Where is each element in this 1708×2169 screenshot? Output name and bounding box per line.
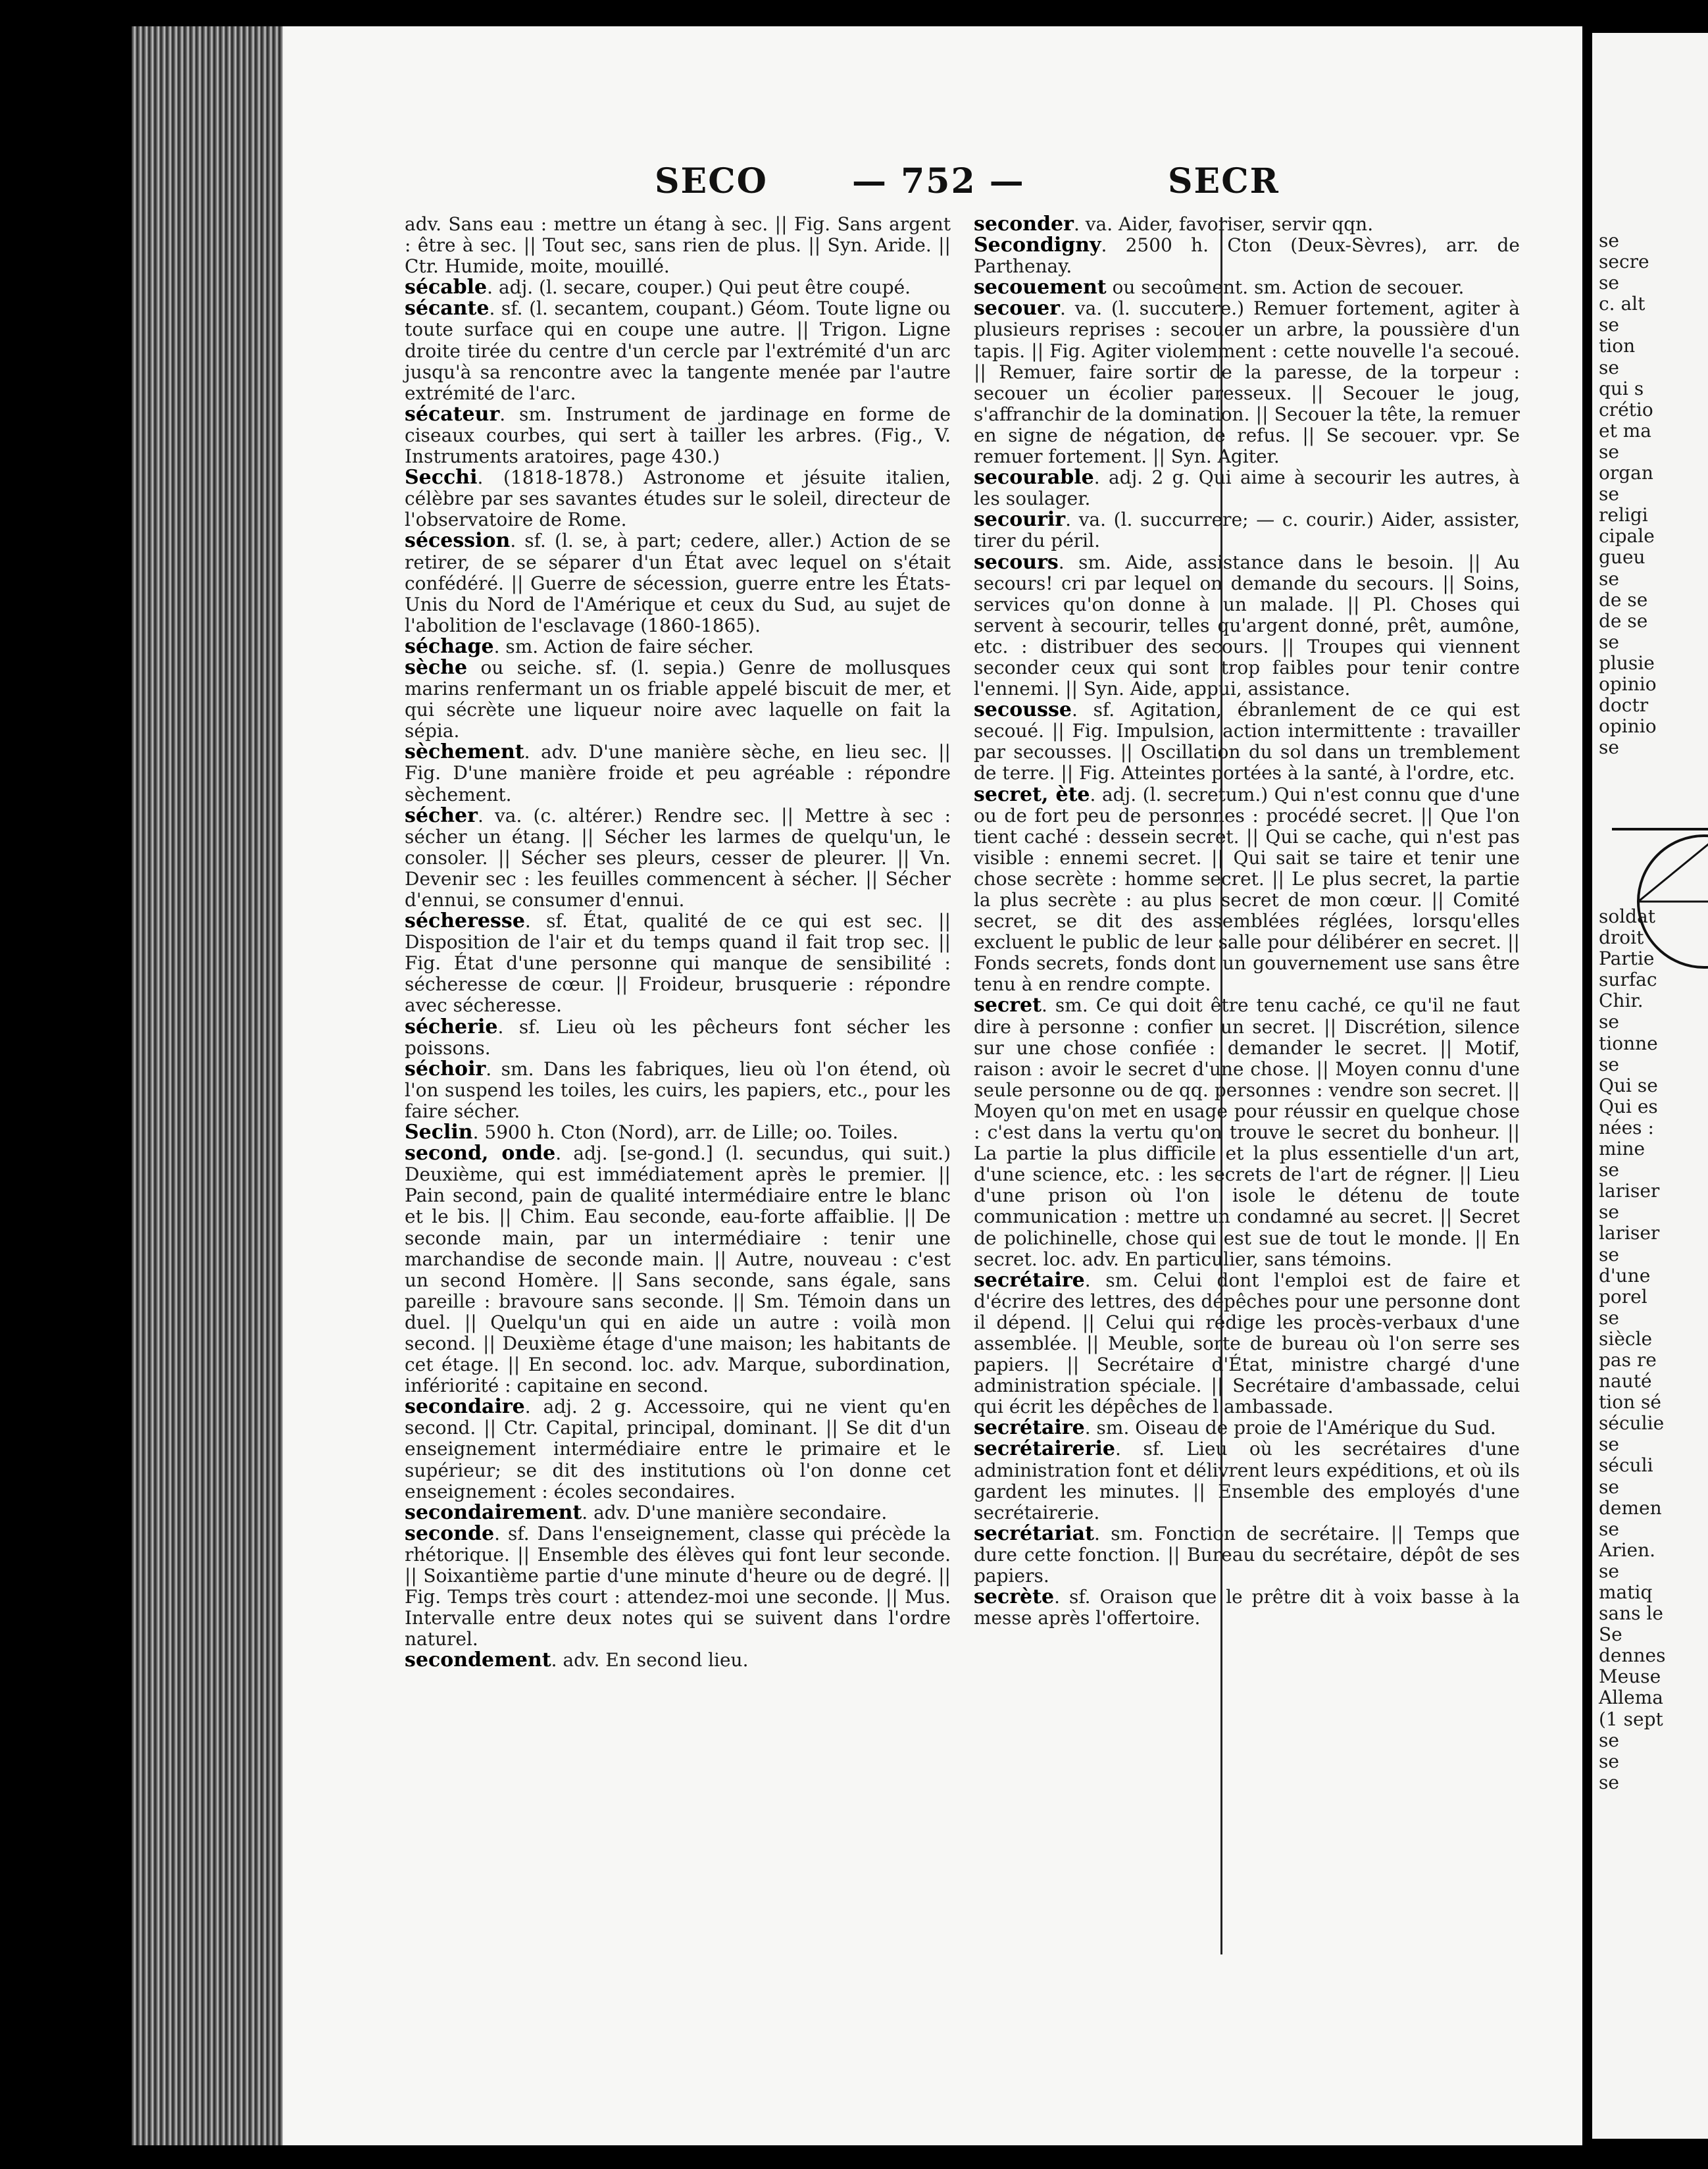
dictionary-entry bbox=[974, 1439, 1520, 1523]
entry-definition: . sm. Instrument de jardinage en forme de ciseaux courbes, qui sert à tailler les arbres. (Fig., V. Instruments aratoires, page 430.) bbox=[405, 403, 951, 468]
facing-page-fragment: se bbox=[1599, 567, 1619, 590]
facing-page-fragment: se bbox=[1599, 1475, 1619, 1498]
facing-page-fragment: lariser bbox=[1599, 1222, 1660, 1244]
left-running-head: SECO bbox=[655, 161, 768, 201]
entry-definition: . sm. Oiseau de proie de l'Amérique du Sud. bbox=[1084, 1417, 1496, 1439]
entry-headword: sécheresse bbox=[405, 909, 525, 933]
entry-definition: . 5900 h. Cton (Nord), arr. de Lille; oo. Toiles. bbox=[472, 1121, 899, 1144]
entry-definition: . adj. 2 g. Accessoire, qui ne vient qu'en second. || Ctr. Capital, principal, dominant. || Se dit d'un enseignement intermédiaire entre le primaire et le supérieur; se dit des institutions où l'on donne cet enseignement : écoles secondaires. bbox=[405, 1396, 951, 1502]
entry-definition: . adv. D'une manière secondaire. bbox=[582, 1501, 888, 1523]
dictionary-entry bbox=[405, 214, 951, 277]
entry-headword: Secchi bbox=[405, 466, 478, 490]
facing-page-fragment: se bbox=[1599, 1243, 1619, 1265]
entry-headword: secrétaire bbox=[974, 1416, 1085, 1440]
page-number: — 752 — bbox=[852, 161, 1025, 201]
facing-page-fragment: surfac bbox=[1599, 969, 1657, 991]
entry-headword: sécherie bbox=[405, 1015, 498, 1038]
facing-page-fragment: se bbox=[1599, 1771, 1619, 1793]
entry-headword: secrète bbox=[974, 1585, 1055, 1609]
facing-page-fragment: d'une bbox=[1599, 1264, 1651, 1287]
facing-page-fragment: se bbox=[1599, 1011, 1619, 1033]
facing-page-fragment bbox=[1599, 758, 1708, 779]
dictionary-entry bbox=[405, 1017, 951, 1059]
facing-page-edge bbox=[1592, 33, 1708, 2139]
facing-page-fragment: se bbox=[1599, 1518, 1619, 1540]
entry-definition: . sm. Fonction de secrétaire. || Temps que dure cette fonction. || Bureau du secrétaire, dépôt de ses papiers. bbox=[974, 1522, 1520, 1587]
entry-definition: . adj. 2 g. Qui aime à secourir les autres, à les soulager. bbox=[974, 467, 1520, 510]
facing-page-fragment: mine bbox=[1599, 1138, 1645, 1160]
entry-definition: . sf. (l. secantem, coupant.) Géom. Toute ligne ou toute surface qui en coupe une autre. || Trigon. Ligne droite tirée du centre d'un cercle par l'extrémité d'un arc jusqu'à sa rencontre avec la tangente menée par l'autre extrémité de l'arc. bbox=[405, 297, 951, 404]
facing-page-fragment: se bbox=[1599, 1750, 1619, 1772]
facing-page-text bbox=[1599, 230, 1708, 1793]
entry-headword: secourable bbox=[974, 466, 1094, 490]
entry-headword: secrétariat bbox=[974, 1521, 1094, 1545]
facing-page-fragment: nées : bbox=[1599, 1116, 1654, 1138]
dictionary-entry bbox=[405, 530, 951, 636]
entry-definition: . sm. Ce qui doit être tenu caché, ce qu'il ne faut dire à personne : confier un secret. || Discrétion, silence sur une chose confiée : demander le secret. || Motif, raison : avoir le secret d'une chose. || Moyen connu d'une seule personne ou de qq. personnes : vendre son secret. || Moyen qu'on met en usage pour réussir en quelque chose : c'est dans la vertu qu'on trouve le secret du bonheur. || La partie la plus difficile et la plus essentielle d'un art, d'une science, etc. : les secrets de l'art de régner. || Lieu d'une prison où l'on isole le détenu de toute communication : mettre un condamné au secret. || Secret de polichinelle, chose qui est sue de tout le monde. || En secret. loc. adv. En particulier, sans témoins. bbox=[974, 994, 1520, 1270]
facing-page-fragment: se bbox=[1599, 230, 1619, 251]
facing-page-fragment: demen bbox=[1599, 1496, 1662, 1519]
dictionary-entry bbox=[405, 1059, 951, 1122]
facing-page-fragment: matiq bbox=[1599, 1581, 1653, 1603]
facing-page-fragment: Qui se bbox=[1599, 1074, 1658, 1096]
entry-definition: . sm. Action de faire sécher. bbox=[493, 635, 754, 657]
entry-headword: secourir bbox=[974, 508, 1066, 532]
entry-definition: . va. Aider, favoriser, servir qqn. bbox=[1073, 213, 1374, 235]
entry-headword: secrétairerie bbox=[974, 1437, 1116, 1461]
dictionary-entry bbox=[974, 214, 1520, 235]
dictionary-entry bbox=[405, 277, 951, 298]
facing-page-fragment: séculi bbox=[1599, 1454, 1653, 1477]
entry-definition: . adj. (l. secretum.) Qui n'est connu que d'une ou de fort peu de personnes : procédé secret. || Que l'on tient caché : dessein secret. || Qui se cache, qui n'est pas visible : ennemi secret. || Qui sait se taire et tenir une chose secrète : homme secret. || Le plus secret, la partie la plus secrète : au plus secret de mon cœur. || Comité secret, se dit des assemblées réglées, lorsqu'elles excluent le public de leur salle pour délibérer en secret. || Fonds secrets, fonds dont un gouvernement use sans être tenu à en rendre compte. bbox=[974, 783, 1520, 996]
entry-headword: secours bbox=[974, 550, 1059, 574]
facing-page-fragment: se bbox=[1599, 1201, 1619, 1223]
dictionary-entry bbox=[405, 911, 951, 1016]
entry-definition: . 2500 h. Cton (Deux-Sèvres), arr. de Parthenay. bbox=[974, 234, 1520, 278]
facing-page-fragment: se bbox=[1599, 356, 1619, 378]
entry-definition: . va. (l. succutere.) Remuer fortement, agiter à plusieurs reprises : secouer un arbre, la poussière d'un tapis. || Fig. Agiter violemment : cette nouvelle l'a secoué. || Remuer, faire sortir de la paresse, de la torpeur : secouer un écolier paresseux. || Secouer le joug, s'affranchir de la domination. || Secouer la tête, la remuer en signe de négation, de refus. || Se secouer. vpr. Se remuer fortement. || Syn. Agiter. bbox=[974, 297, 1520, 468]
facing-page-fragment: cipale bbox=[1599, 525, 1655, 548]
entry-headword: Secondigny bbox=[974, 234, 1101, 257]
entry-headword: secouer bbox=[974, 297, 1060, 320]
facing-page-fragment: se bbox=[1599, 630, 1619, 653]
entry-definition: . adj. (l. secare, couper.) Qui peut être coupé. bbox=[487, 276, 911, 299]
facing-page-fragment: Partie bbox=[1599, 948, 1655, 970]
entry-definition: . sm. Celui dont l'emploi est de faire et d'écrire des lettres, des dépêches pour une personne dont il dépend. || Celui qui rédige les procès-verbaux d'une assemblée. || Meuble, sorte de bureau où l'on serre ses papiers. || Secrétaire d'État, ministre chargé d'une administration spéciale. || Secrétaire d'ambassade, celui qui écrit les dépêches de l'ambassade. bbox=[974, 1269, 1520, 1418]
entry-headword: séchoir bbox=[405, 1057, 486, 1081]
entry-headword: seconder bbox=[974, 213, 1074, 236]
facing-page-circle-figure bbox=[1612, 816, 1708, 1000]
dictionary-entry bbox=[405, 404, 951, 467]
facing-page-fragment: Meuse bbox=[1599, 1666, 1661, 1688]
facing-page-fragment: Arien. bbox=[1599, 1539, 1656, 1561]
facing-page-fragment: Qui es bbox=[1599, 1095, 1658, 1117]
entry-headword: secondairement bbox=[405, 1500, 582, 1524]
facing-page-fragment: droit bbox=[1599, 927, 1644, 949]
entry-definition: . sm. Aide, assistance dans le besoin. || Au secours! cri par lequel on demande du secours. || Soins, services qu'on donne à un malade. || Pl. Choses qui servent à secourir, telles qu'argent donné, prêt, aumône, etc. : distribuer des secours. || Troupes qui viennent seconder ceux qui sont trop faibles pour tenir contre l'ennemi. || Syn. Aide, appui, assistance. bbox=[974, 551, 1520, 700]
entry-definition: . sf. Lieu où les secrétaires d'une administration font et délivrent leurs expéditions, et où ils gardent les minutes. || Ensemble des employés d'une secrétairerie. bbox=[974, 1438, 1520, 1523]
facing-page-fragment: gueu bbox=[1599, 546, 1645, 569]
entry-definition: . sf. Lieu où les pêcheurs font sécher les poissons. bbox=[405, 1015, 951, 1059]
entry-headword: sécable bbox=[405, 276, 488, 299]
entry-headword: secrétaire bbox=[974, 1268, 1085, 1292]
dictionary-entry bbox=[405, 1396, 951, 1502]
book-page-edges bbox=[132, 26, 296, 2145]
entry-headword: secret, ète bbox=[974, 782, 1090, 806]
entry-definition: adv. Sans eau : mettre un étang à sec. || Fig. Sans argent : être à sec. || Tout sec, sans rien de plus. || Syn. Aride. || Ctr. Humide, moite, mouillé. bbox=[405, 213, 951, 278]
facing-page-fragment: sans le bbox=[1599, 1602, 1663, 1625]
facing-page-fragment: c. alt bbox=[1599, 293, 1645, 315]
entry-headword: sécante bbox=[405, 297, 490, 320]
dictionary-entry bbox=[405, 1122, 951, 1143]
facing-page-fragment: séculie bbox=[1599, 1412, 1665, 1435]
facing-page-fragment: Allema bbox=[1599, 1687, 1663, 1709]
entry-definition: . va. (l. succurrere; — c. courir.) Aider, assister, tirer du péril. bbox=[974, 509, 1520, 552]
entry-headword: sèchement bbox=[405, 740, 524, 764]
facing-page-fragment: se bbox=[1599, 1053, 1619, 1075]
entry-definition: . sf. Agitation, ébranlement de ce qui est secoué. || Fig. Impulsion, action intermittente : travailler par secousses. || Oscillation du sol dans un tremblement de terre. || Fig. Atteintes portées à la santé, à l'ordre, etc. bbox=[974, 699, 1520, 784]
entry-definition: . sm. Dans les fabriques, lieu où l'on étend, où l'on suspend les toiles, les cuirs, les papiers, etc., pour les faire sécher. bbox=[405, 1058, 951, 1122]
facing-page-fragment: doctr bbox=[1599, 694, 1649, 717]
facing-page-fragment: se bbox=[1599, 1560, 1619, 1582]
entry-definition: . sf. Dans l'enseignement, classe qui précède la rhétorique. || Ensemble des élèves qui font leur seconde. || Soixantième partie d'une minute d'heure ou de degré. || Fig. Temps très court : attendez-moi une seconde. || Mus. Intervalle entre deux notes qui se suivent dans l'ordre naturel. bbox=[405, 1522, 951, 1650]
facing-page-fragment: se bbox=[1599, 272, 1619, 294]
entry-headword: secret bbox=[974, 994, 1042, 1017]
facing-page-fragment: opinio bbox=[1599, 715, 1657, 738]
facing-page-fragment: secre bbox=[1599, 251, 1649, 273]
facing-page-fragment: crétio bbox=[1599, 398, 1653, 421]
entry-definition: . sf. (l. se, à part; cedere, aller.) Action de se retirer, de se séparer d'un État avec lequel on s'était confédéré. || Guerre de sécession, guerre entre les États-Unis du Nord de l'Amérique et ceux du Sud, au sujet de l'abolition de l'esclavage (1860-1865). bbox=[405, 530, 951, 636]
entry-definition: . adv. D'une manière sèche, en lieu sec. || Fig. D'une manière froide et peu agréable : répondre sèchement. bbox=[405, 741, 951, 805]
dictionary-entry bbox=[405, 467, 951, 530]
entry-definition: . (1818-1878.) Astronome et jésuite italien, célèbre par ses savantes études sur le soleil, directeur de l'observatoire de Rome. bbox=[405, 467, 951, 531]
entry-headword: sécher bbox=[405, 804, 478, 827]
facing-page-fragment: se bbox=[1599, 1306, 1619, 1329]
entry-definition: ou seiche. sf. (l. sepia.) Genre de mollusques marins renfermant un os friable appelé biscuit de mer, et qui sécrète une liqueur noire avec laquelle on fait la sépia. bbox=[405, 656, 951, 742]
dictionary-entry bbox=[974, 700, 1520, 784]
dictionary-entry bbox=[974, 552, 1520, 700]
facing-page-fragment: de se bbox=[1599, 609, 1648, 632]
dictionary-entry bbox=[405, 805, 951, 911]
facing-page-fragment: se bbox=[1599, 736, 1619, 759]
facing-page-fragment: porel bbox=[1599, 1285, 1647, 1308]
facing-page-fragment: nauté bbox=[1599, 1370, 1652, 1392]
entry-definition: . sf. État, qualité de ce qui est sec. || Disposition de l'air et du temps quand il fait trop sec. || Fig. État d'une personne qui manque de sensibilité : sécheresse de cœur. || Froideur, brusquerie : répondre avec sécheresse. bbox=[405, 910, 951, 1017]
facing-page-fragment: se bbox=[1599, 314, 1619, 336]
facing-page-fragment: lariser bbox=[1599, 1180, 1660, 1202]
facing-page-fragment: pas re bbox=[1599, 1348, 1657, 1371]
facing-page-fragment: tion bbox=[1599, 335, 1636, 357]
dictionary-entry bbox=[405, 657, 951, 742]
dictionary-entry bbox=[974, 298, 1520, 467]
facing-page-fragment: Se bbox=[1599, 1623, 1622, 1646]
facing-page-fragment: se bbox=[1599, 440, 1619, 463]
dictionary-entry bbox=[974, 1587, 1520, 1629]
entry-headword: sèche bbox=[405, 655, 468, 679]
entry-headword: secondaire bbox=[405, 1395, 525, 1419]
dictionary-entry bbox=[405, 742, 951, 805]
entry-headword: séchage bbox=[405, 634, 494, 658]
dictionary-entry bbox=[405, 298, 951, 403]
dictionary-page bbox=[283, 26, 1582, 2145]
dictionary-entry bbox=[974, 509, 1520, 551]
dictionary-entry bbox=[974, 235, 1520, 277]
dictionary-entry bbox=[974, 1417, 1520, 1439]
facing-page-fragment: se bbox=[1599, 483, 1619, 505]
entry-definition: . adj. [se-gond.] (l. secundus, qui suit.) Deuxième, qui est immédiatement après le premier. || Pain second, pain de qualité intermédiaire entre le blanc et le bis. || Chim. Eau seconde, eau-forte affaiblie. || De seconde main, par un intermédiaire : tenir une marchandise de seconde main. || Autre, nouveau : c'est un second Homère. || Sans seconde, sans égale, sans pareille : bravoure sans seconde. || Sm. Témoin dans un duel. || Quelqu'un qui en aide un autre : voilà mon second. || Deuxième étage d'une maison; les habitants de cet étage. || En second. loc. adv. Marque, subordination, infériorité : capitaine en second. bbox=[405, 1142, 951, 1397]
facing-page-fragment: tion sé bbox=[1599, 1391, 1661, 1414]
dictionary-entry bbox=[405, 1650, 951, 1671]
entry-headword: secousse bbox=[974, 698, 1072, 722]
dictionary-entry bbox=[974, 784, 1520, 996]
facing-page-fragment: (1 sept bbox=[1599, 1708, 1663, 1730]
right-entry-column bbox=[974, 214, 1520, 1629]
facing-page-fragment: opinio bbox=[1599, 673, 1657, 695]
entry-headword: second, onde bbox=[405, 1142, 556, 1165]
dictionary-entry bbox=[974, 467, 1520, 509]
facing-page-fragment: qui s bbox=[1599, 377, 1644, 399]
entry-headword: secondement bbox=[405, 1648, 551, 1672]
facing-page-fragment: se bbox=[1599, 1729, 1619, 1751]
left-entry-column bbox=[405, 214, 951, 1671]
facing-page-fragment: Chir. bbox=[1599, 990, 1644, 1012]
entry-headword: Seclin bbox=[405, 1121, 473, 1144]
facing-page-fragment: tionne bbox=[1599, 1032, 1658, 1054]
entry-definition: . adv. En second lieu. bbox=[551, 1649, 749, 1671]
dictionary-entry bbox=[974, 277, 1520, 298]
facing-page-fragment: organ bbox=[1599, 462, 1653, 484]
right-running-head: SECR bbox=[1168, 161, 1280, 201]
entry-headword: seconde bbox=[405, 1521, 495, 1545]
facing-page-fragment: soldat bbox=[1599, 906, 1656, 927]
entry-headword: sécateur bbox=[405, 402, 500, 426]
facing-page-fragment: dennes bbox=[1599, 1645, 1666, 1667]
facing-page-fragment: et ma bbox=[1599, 419, 1651, 442]
dictionary-entry bbox=[405, 636, 951, 657]
facing-page-fragment: siècle bbox=[1599, 1327, 1653, 1350]
facing-page-fragment bbox=[1599, 779, 1708, 800]
entry-definition: . sf. Oraison que le prêtre dit à voix basse à la messe après l'offertoire. bbox=[974, 1586, 1520, 1629]
dictionary-entry bbox=[405, 1523, 951, 1650]
dictionary-entry bbox=[974, 1270, 1520, 1418]
dictionary-entry bbox=[405, 1502, 951, 1523]
facing-page-fragment: religi bbox=[1599, 504, 1648, 526]
facing-page-fragment: de se bbox=[1599, 588, 1648, 611]
facing-page-fragment: se bbox=[1599, 1159, 1619, 1181]
entry-definition: . va. (c. altérer.) Rendre sec. || Mettre à sec : sécher un étang. || Sécher les larmes de quelqu'un, le consoler. || Sécher ses pleurs, cesser de pleurer. || Vn. Devenir sec : les feuilles commencent à sécher. || Sécher d'ennui, se consumer d'ennui. bbox=[405, 804, 951, 911]
facing-page-fragment: se bbox=[1599, 1433, 1619, 1456]
dictionary-entry bbox=[974, 995, 1520, 1269]
dictionary-entry bbox=[974, 1523, 1520, 1587]
dictionary-entry bbox=[405, 1143, 951, 1396]
facing-page-fragment: plusie bbox=[1599, 651, 1655, 674]
entry-headword: sécession bbox=[405, 529, 511, 553]
entry-definition: ou secoûment. sm. Action de secouer. bbox=[1106, 276, 1465, 299]
entry-headword: secouement bbox=[974, 276, 1107, 299]
